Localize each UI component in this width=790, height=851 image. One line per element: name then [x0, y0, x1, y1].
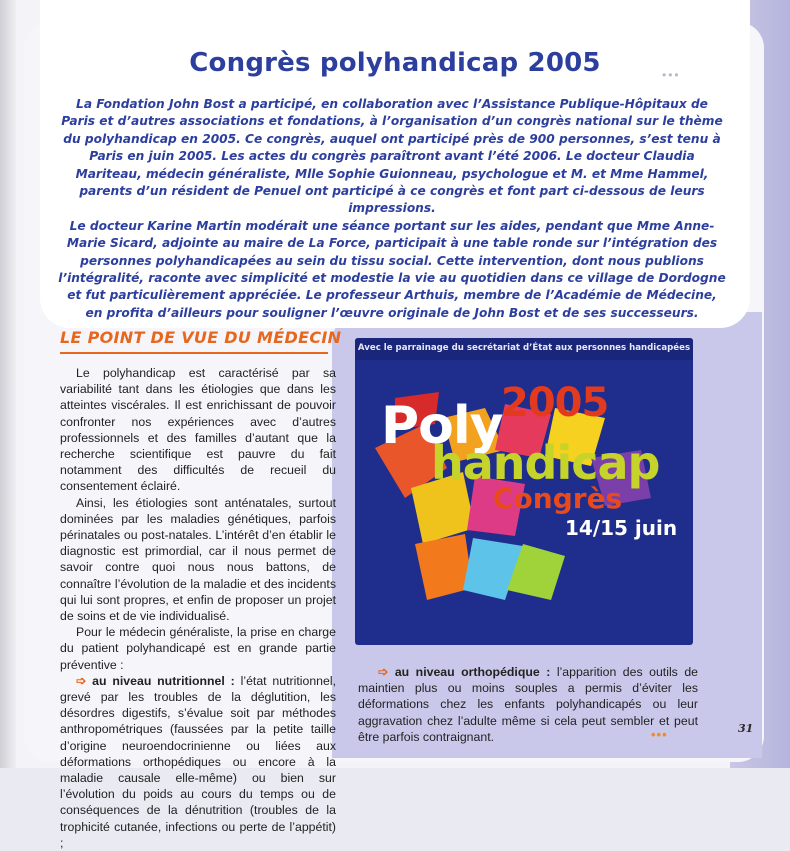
decorative-dots: ••• [651, 727, 668, 742]
right-column [358, 664, 698, 745]
orthopedic-item [358, 664, 698, 745]
poster-word-handicap: handicap [431, 436, 660, 490]
orthopedic-text: l’apparition des outils de maintien plus ou moins souples a permis d’éviter les déformations chez les enfants polyhandicapés ou leur aggravation chez l’adulte même si cela peut sembler et peut être parfois contraignant. [358, 665, 699, 744]
poster-dates: 14/15 juin [565, 516, 678, 540]
poster-word-poly: Poly [381, 396, 503, 456]
intro-text-2: Le docteur Karine Martin modérait une séance portant sur les aides, pendant que Mme Anne-Marie Sicard, adjointe au maire de La Force, participait à une table ronde sur l’intégration des personnes polyhandicapées au sein du tissu social. Cette intervention, dont nous publions l’intégralité, raconte avec simplicité et modestie la vie au quotidien dans ce village de Dordogne et fut particulièrement appréciée. Le professeur Arthuis, membre de l’Académie de Médecine, en profita d’ailleurs pour souligner l’œuvre originale de John Bost et de ses successeurs. [58, 218, 726, 320]
paragraph-2: Ainsi, les étiologies sont anténatales, surtout dominées par les maladies génétiques, parfois périnatales ou post-natales. L’intérêt d’en établir le diagnostic est primordial, car il nous permet de savoir contre quoi nous nous battons, de connaître l’évolution de la maladie et des incidents qui lui sont propres, et enfin de proposer un projet de soins et de vie individualisé. [60, 495, 336, 624]
paragraph-3: Pour le médecin généraliste, la prise en charge du patient polyhandicapé est en grande partie préventive : [60, 625, 336, 672]
section-heading: LE POINT DE VUE DU MÉDECIN [60, 328, 342, 347]
arrow-icon: ➩ [76, 673, 87, 688]
binding-spine [0, 0, 16, 768]
intro-text-1: La Fondation John Bost a participé, en collaboration avec l’Assistance Publique-Hôpitaux de Paris et d’autres associations et fondations, à l’organisation d’un congrès national sur le thème du polyhandicap en 2005. Ce congrès, auquel ont participé près de 900 personnes, s’est tenu à Paris en juin 2005. Les actes du congrès paraîtront avant l’été 2006. Le docteur Claudia Mariteau, médecin généraliste, Mlle Sophie Guionneau, psychologue et M. et Mme Hammel, parents d’un résident de Penuel ont participé à ce congrès et font part ci-dessous de leurs impressions. [61, 97, 723, 216]
poster-caption: Avec le parrainage du secrétariat d’État aux personnes handicapées [357, 343, 691, 353]
nutrition-item [60, 673, 336, 851]
nutrition-keyword: au niveau nutritionnel : [92, 673, 235, 688]
congress-poster [355, 338, 693, 645]
page-title: Congrès polyhandicap 2005 [189, 48, 601, 78]
show-through-dots: ••• [662, 68, 681, 82]
arrow-icon: ➩ [378, 665, 389, 679]
poster-word-congres: Congrès [493, 482, 623, 515]
left-column [60, 365, 336, 851]
page-number: 31 [738, 722, 754, 735]
nutrition-text: l’état nutritionnel, grevé par les troubles de la déglutition, les désordres digestifs, s’évalue soit par méthodes anthropométriques (faussées par la petite taille d’origine neuroendocrinienne ou liées aux déformations orthopédiques ou encore à la maladie causale elle-même) ou bien sur l’évolution du poids au cours du temps ou de conséquences de la dénutrition (troubles de la trophicité cutanée, infections ou perte de l’appétit) ; [60, 673, 337, 850]
poster-year: 2005 [501, 380, 609, 426]
paragraph-1: Le polyhandicap est caractérisé par sa variabilité tant dans les étiologies que dans les atteintes viscérales. Il est enrichissant de pouvoir confronter nos expériences avec d’autres professionnels et des familles d’autant que la recherche scientifique est pauvre du fait notamment des difficultés de recueil du consentement éclairé. [60, 366, 336, 494]
section-divider [60, 352, 328, 354]
intro-paragraph [58, 96, 726, 322]
orthopedic-keyword: au niveau orthopédique : [394, 665, 551, 679]
